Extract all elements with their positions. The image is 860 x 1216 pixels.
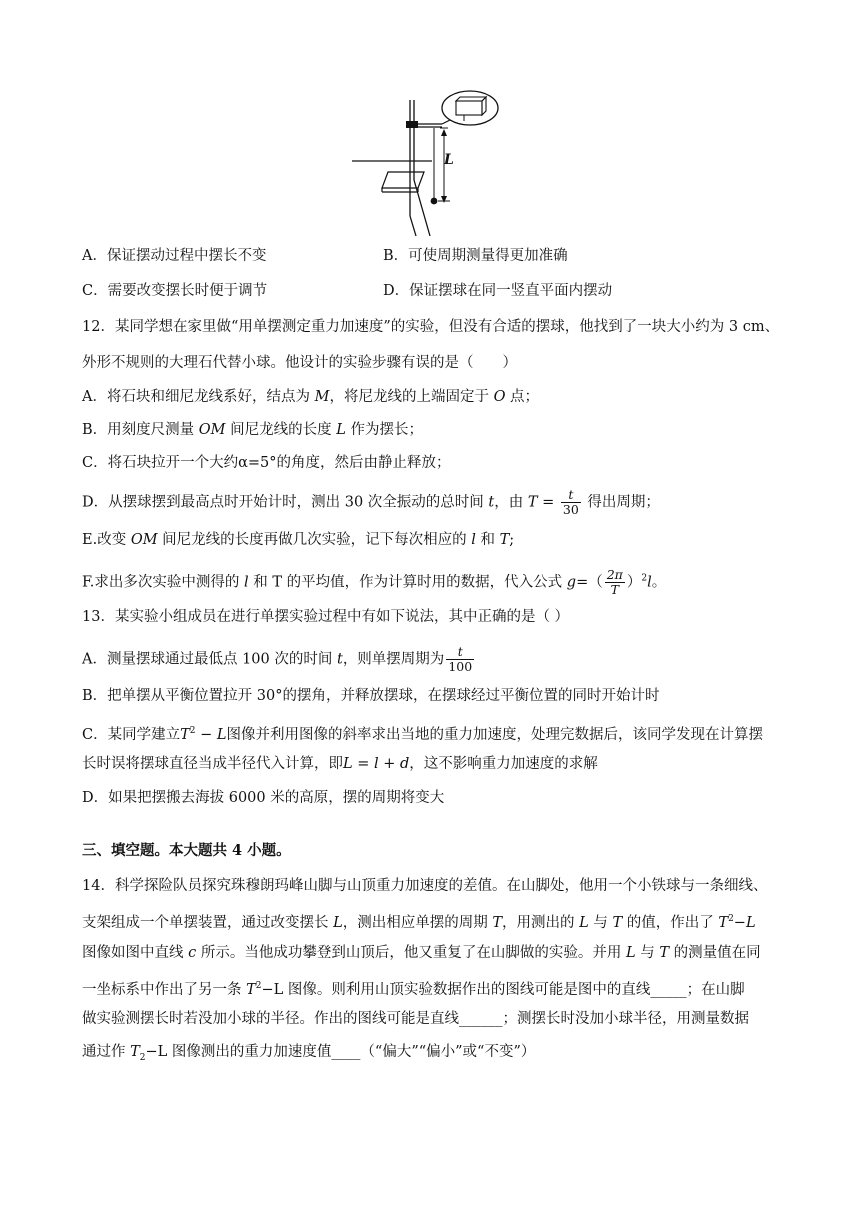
- q11-option-a: A．保证摆动过程中摆长不变: [82, 248, 267, 264]
- q12-option-e: E.改变 OM 间尼龙线的长度再做几次实验，记下每次相应的 l 和 T;: [82, 532, 515, 548]
- q13-option-d: D．如果把摆搬去海拔 6000 米的高原，摆的周期将变大: [82, 790, 445, 806]
- section-heading-fill-in: 三、填空题。本大题共 4 小题。: [82, 842, 291, 859]
- fraction-t-over-30: $\frac{t}{30}$: [562, 487, 579, 517]
- q13-option-a: A．测量摆球通过最低点 100 次的时间 t，则单摆周期为 $\frac{t}{100}$: [82, 644, 473, 674]
- q14-line3: 图像如图中直线 c 所示。当他成功攀登到山顶后，他又重复了在山脚做的实验。并用 L 与 T 的测量值在同: [82, 945, 761, 961]
- q12-option-f: F.求出多次实验中测得的 l 和 T 的平均值，作为计算时用的数据，代入公式 g=（ $\frac{2\pi}{T}$ ）$^2$l。: [82, 567, 667, 597]
- q14-line6: 通过作 $T_2-L$ 图像测出的重力加速度值____（“偏大”“偏小”或“不变”）: [82, 1044, 536, 1063]
- q12-option-c: C．将石块拉开一个大约α=5°的角度，然后由静止释放；: [82, 455, 451, 471]
- q13-option-b: B．把单摆从平衡位置拉开 30°的摆角，并释放摆球，在摆球经过平衡位置的同时开始计时: [82, 688, 660, 704]
- q14-line2: 支架组成一个单摆装置，通过改变摆长 L，测出相应单摆的周期 T，用测出的 L 与 T 的值，作出了 $T^2-L$: [82, 914, 756, 931]
- q11-option-b: B．可使周期测量得更加准确: [383, 248, 568, 264]
- q11-option-d: D．保证摆球在同一竖直平面内摆动: [383, 283, 613, 299]
- q12-option-a: A．将石块和细尼龙线系好，结点为 M，将尼龙线的上端固定于 O 点；: [82, 389, 540, 405]
- q12-stem-line2: 外形不规则的大理石代替小球。他设计的实验步骤有误的是（ ）: [82, 355, 517, 371]
- fraction-t-over-100: $\frac{t}{100}$: [448, 644, 473, 674]
- q12-option-b: B．用刻度尺测量 OM 间尼龙线的长度 L 作为摆长；: [82, 422, 423, 438]
- pendulum-apparatus-figure: [350, 88, 510, 238]
- q12-option-d: D．从摆球摆到最高点时开始计时，测出 30 次全振动的总时间 t，由 T = $\frac{t}{30}$ 得出周期；: [82, 487, 660, 517]
- q12-stem-line1: 12．某同学想在家里做“用单摆测定重力加速度”的实验，但没有合适的摆球，他找到了一块大小约为 3 cm、: [82, 319, 780, 335]
- q11-option-c: C．需要改变摆长时便于调节: [82, 283, 268, 299]
- fraction-2pi-over-T: $\frac{2\pi}{T}$: [606, 567, 623, 597]
- q14-line4: 一坐标系中作出了另一条 $T^2-L$ 图像。则利用山顶实验数据作出的图线可能是图中的直线_____；在山脚: [82, 981, 745, 998]
- q13-stem: 13．某实验小组成员在进行单摆实验过程中有如下说法，其中正确的是（ ）: [82, 609, 570, 625]
- q14-line1: 14．科学探险队员探究珠穆朗玛峰山脚与山顶重力加速度的差值。在山脚处，他用一个小铁球与一条细线、: [82, 878, 768, 894]
- q14-line5: 做实验测摆长时若没加小球的半径。作出的图线可能是直线______；测摆长时没加小球半径，用测量数据: [82, 1011, 749, 1027]
- q13-option-c-line1: C．某同学建立$T^2 - L$图像并利用图像的斜率求出当地的重力加速度，处理完数据后，该同学发现在计算摆: [82, 726, 764, 743]
- length-label-L: L: [444, 152, 454, 168]
- q13-option-c-line2: 长时误将摆球直径当成半径代入计算，即L = l + d，这不影响重力加速度的求解: [82, 756, 598, 772]
